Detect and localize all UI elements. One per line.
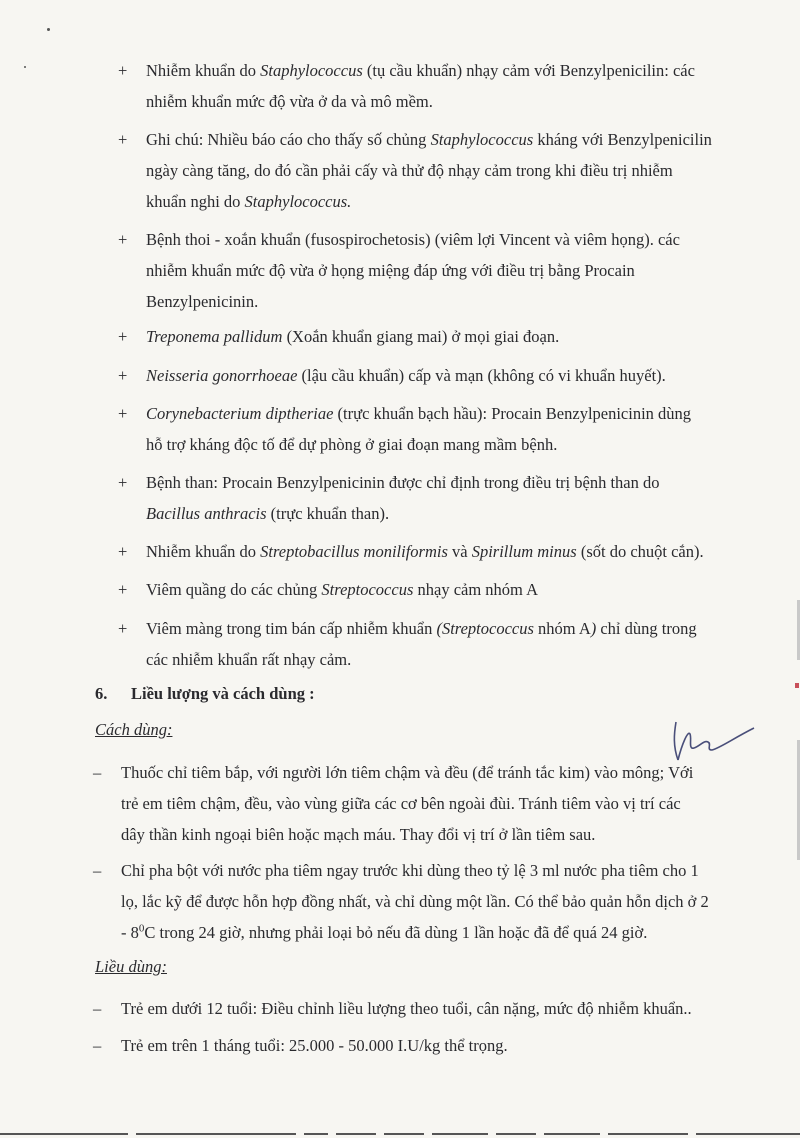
italic-term: Spirillum minus — [471, 542, 577, 561]
text-line — [146, 467, 758, 498]
section-heading — [95, 684, 315, 704]
plus-bullet-marker: + — [118, 619, 128, 638]
italic-term: Staphylococcus — [430, 130, 534, 149]
text-line — [121, 993, 758, 1024]
text-run: Chỉ pha bột với nước pha tiêm ngay trước khi dùng theo tỷ lệ 3 ml nước pha tiêm cho 1 — [121, 861, 699, 880]
text-line — [121, 917, 758, 948]
text-run: trẻ em tiêm chậm, đều, vào vùng giữa các cơ bên ngoài đùi. Tránh tiêm vào vị trí các — [121, 794, 681, 813]
text-line — [146, 498, 758, 529]
text-run: lọ, lắc kỹ để được hỗn hợp đồng nhất, và chỉ dùng một lần. Có thể bảo quản hỗn dịch ở 2 — [121, 892, 709, 911]
text-line — [121, 1030, 758, 1061]
text-run: (sốt do chuột cắn). — [576, 542, 704, 561]
list-item-text — [146, 321, 758, 352]
italic-term: Streptobacillus moniliformis — [260, 542, 448, 561]
text-run: Trẻ em dưới 12 tuổi: Điều chỉnh liều lượng theo tuổi, cân nặng, mức độ nhiễm khuẩn.. — [121, 999, 692, 1018]
text-run: dây thần kinh ngoại biên hoặc mạch máu. Thay đổi vị trí ở lần tiêm sau. — [121, 825, 596, 844]
text-run: nhạy cảm nhóm A — [413, 580, 539, 599]
text-line — [146, 124, 758, 155]
dosage-subheading: Liều dùng: — [95, 957, 167, 976]
text-run: chỉ dùng trong — [596, 619, 697, 638]
text-run: (Xoắn khuẩn giang mai) ở mọi giai đoạn. — [282, 327, 560, 346]
text-run: (lậu cầu khuẩn) cấp và mạn (không có vi khuẩn huyết). — [297, 366, 666, 385]
text-run: C trong 24 giờ, nhưng phải loại bỏ nếu đã dùng 1 lần hoặc đã để quá 24 giờ. — [144, 923, 648, 942]
scan-speck — [24, 66, 26, 68]
text-line — [146, 613, 758, 644]
scan-speck — [47, 28, 50, 31]
text-run: Nhiễm khuẩn do — [146, 542, 261, 561]
text-line — [146, 536, 758, 567]
usage-subheading: Cách dùng: — [95, 720, 173, 739]
text-run: nhiễm khuẩn mức độ vừa ở da và mô mềm. — [146, 92, 433, 111]
text-run: Ghi chú: Nhiều báo cáo cho thấy số chủng — [146, 130, 431, 149]
plus-bullet-marker: + — [118, 473, 128, 492]
text-line — [146, 360, 758, 391]
text-run: hỗ trợ kháng độc tố để dự phòng ở giai đoạn mang mầm bệnh. — [146, 435, 558, 454]
text-run: các nhiễm khuẩn rất nhạy cảm. — [146, 650, 352, 669]
text-run: kháng với Benzylpenicilin — [533, 130, 712, 149]
text-run: - 8 — [121, 923, 139, 942]
text-line — [146, 644, 758, 675]
list-item-text — [121, 1030, 758, 1061]
list-item-text — [146, 536, 758, 567]
text-line — [146, 255, 758, 286]
dash-bullet-marker: – — [93, 999, 102, 1018]
list-item-text — [146, 360, 758, 391]
text-run: Viêm màng trong tim bán cấp nhiễm khuẩn — [146, 619, 437, 638]
text-run: Bệnh thoi - xoắn khuẩn (fusospirochetosis) (viêm lợi Vincent và viêm họng). các — [146, 230, 680, 249]
text-line — [146, 429, 758, 460]
italic-term: Staphylococcus — [260, 61, 363, 80]
dash-bullet-marker: – — [93, 1036, 102, 1055]
list-item-text — [121, 993, 758, 1024]
text-run: Thuốc chỉ tiêm bắp, với người lớn tiêm chậm và đều (để tránh tắc kim) vào mông; Với — [121, 763, 694, 782]
plus-bullet-marker: + — [118, 327, 128, 346]
list-item-text — [146, 467, 758, 529]
text-line — [146, 186, 758, 217]
text-line — [121, 886, 758, 917]
italic-term: Bacillus anthracis — [146, 504, 267, 523]
italic-term: (Streptococcus — [436, 619, 534, 638]
text-line — [146, 224, 758, 255]
text-run: ngày càng tăng, do đó cần phải cấy và thử độ nhạy cảm trong khi điều trị nhiễm — [146, 161, 673, 180]
plus-bullet-marker: + — [118, 404, 128, 423]
text-run: nhiễm khuẩn mức độ vừa ở họng miệng đáp ứng với điều trị bằng Procain — [146, 261, 635, 280]
italic-term: Corynebacterium diptheriae — [146, 404, 334, 423]
text-line — [121, 855, 758, 886]
section-title: Liều lượng và cách dùng : — [131, 684, 315, 703]
list-item-text — [146, 224, 758, 317]
text-line — [121, 757, 758, 788]
text-run: Benzylpenicinin. — [146, 292, 259, 311]
italic-term: Streptococcus — [321, 580, 414, 599]
text-line — [146, 321, 758, 352]
text-run: nhóm A — [533, 619, 591, 638]
stamp-mark — [795, 683, 799, 688]
text-run: Nhiễm khuẩn do — [146, 61, 261, 80]
text-run: (tụ cầu khuẩn) nhạy cảm với Benzylpenicilin: các — [362, 61, 695, 80]
text-run: Trẻ em trên 1 tháng tuổi: 25.000 - 50.000 I.U/kg thể trọng. — [121, 1036, 508, 1055]
plus-bullet-marker: + — [118, 542, 128, 561]
plus-bullet-marker: + — [118, 366, 128, 385]
handwritten-signature — [668, 716, 758, 766]
text-line — [146, 155, 758, 186]
text-run: (trực khuẩn than). — [266, 504, 390, 523]
dash-bullet-marker: – — [93, 763, 102, 782]
italic-term: ) — [590, 619, 597, 638]
list-item-text — [121, 757, 758, 850]
plus-bullet-marker: + — [118, 230, 128, 249]
text-run: 0 — [138, 922, 145, 935]
text-run: Viêm quầng do các chủng — [146, 580, 322, 599]
text-line — [146, 86, 758, 117]
text-line — [146, 398, 758, 429]
italic-term: Treponema pallidum — [146, 327, 283, 346]
text-line — [146, 55, 758, 86]
bottom-rule — [0, 1133, 800, 1136]
list-item-text — [146, 613, 758, 675]
italic-term: Staphylococcus. — [244, 192, 352, 211]
text-line — [146, 574, 758, 605]
text-line — [121, 788, 758, 819]
list-item-text — [146, 398, 758, 460]
plus-bullet-marker: + — [118, 580, 128, 599]
text-run: Bệnh than: Procain Benzylpenicinin được chỉ định trong điều trị bệnh than do — [146, 473, 660, 492]
text-run: (trực khuẩn bạch hầu): Procain Benzylpenicinin dùng — [333, 404, 692, 423]
list-item-text — [146, 124, 758, 217]
text-line — [146, 286, 758, 317]
text-run: và — [447, 542, 472, 561]
plus-bullet-marker: + — [118, 61, 128, 80]
text-line — [121, 819, 758, 850]
list-item-text — [146, 55, 758, 117]
text-run: khuẩn nghi do — [146, 192, 245, 211]
list-item-text — [121, 855, 758, 948]
dash-bullet-marker: – — [93, 861, 102, 880]
plus-bullet-marker: + — [118, 130, 128, 149]
section-number: 6. — [95, 684, 108, 703]
list-item-text — [146, 574, 758, 605]
italic-term: Neisseria gonorrhoeae — [146, 366, 298, 385]
